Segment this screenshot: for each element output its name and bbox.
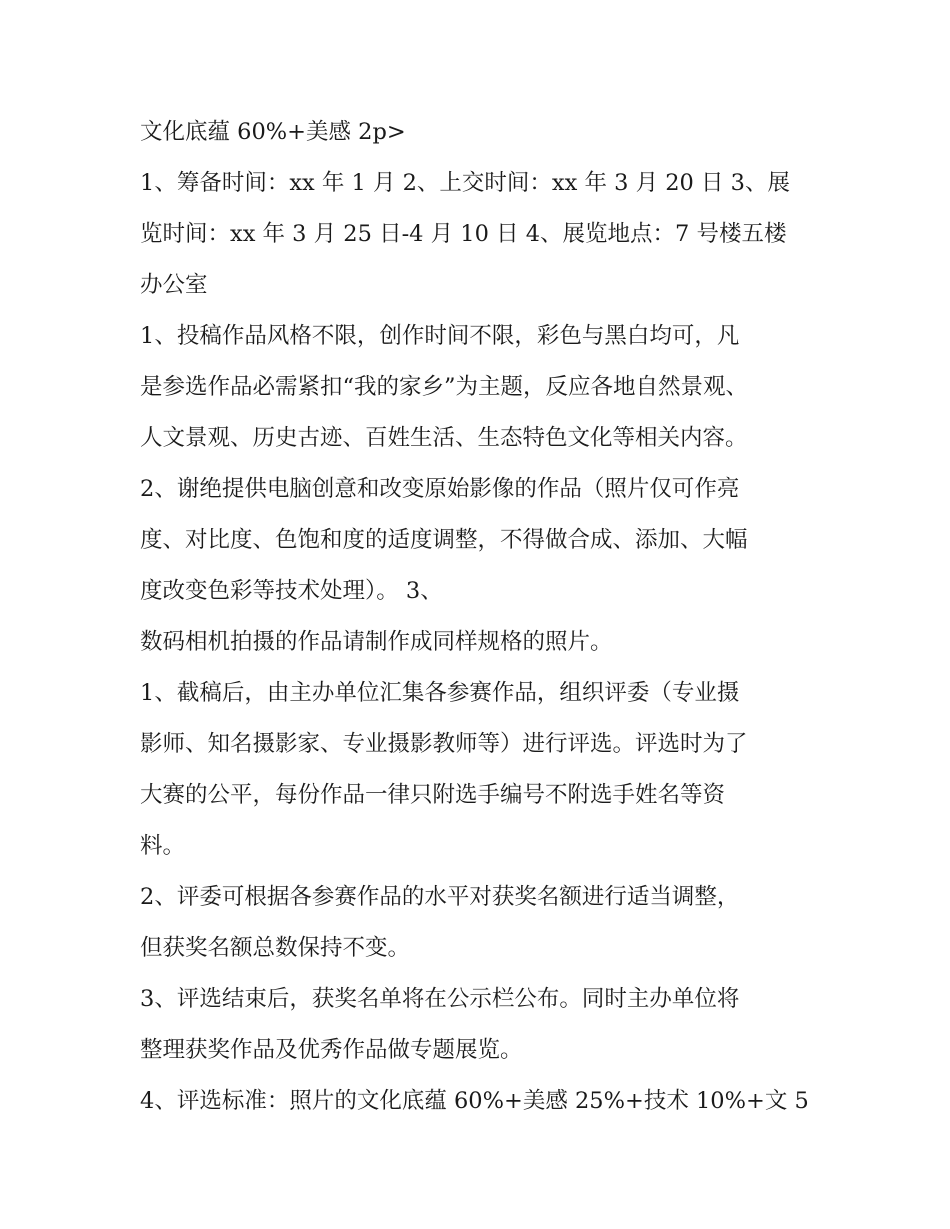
text-line: 度改变色彩等技术处理）。 3、 [140,578,443,604]
text-line: 1、投稿作品风格不限，创作时间不限，彩色与黑白均可，凡 [140,323,740,349]
text-line: 2、谢绝提供电脑创意和改变原始影像的作品（照片仅可作亮 [140,476,740,502]
text-line: 整理获奖作品及优秀作品做专题展览。 [140,1037,523,1063]
text-line: 数码相机拍摄的作品请制作成同样规格的照片。 [140,629,613,655]
text-line: 大赛的公平，每份作品一律只附选手编号不附选手姓名等资 [140,782,726,808]
text-line: 办公室 [140,272,208,298]
text-line: 影师、知名摄影家、专业摄影教师等）进行评选。评选时为了 [140,731,748,757]
text-line: 是参选作品必需紧扣“我的家乡”为主题，反应各地自然景观、 [140,374,749,400]
text-line: 料。 [140,833,186,859]
text-line: 度、对比度、色饱和度的适度调整，不得做合成、添加、大幅 [140,527,748,553]
text-line: 1、截稿后，由主办单位汇集各参赛作品，组织评委（专业摄 [140,680,740,706]
text-line: 2、评委可根据各参赛作品的水平对获奖名额进行适当调整， [140,884,740,910]
text-line: 3、评选结束后，获奖名单将在公示栏公布。同时主办单位将 [140,986,740,1012]
text-line: 4、评选标准：照片的文化底蕴 60%+美感 25%+技术 10%+文 5 [140,1088,809,1114]
text-line: 文化底蕴 60%+美感 2p> [140,119,406,145]
document-body [140,107,820,1127]
text-line: 但获奖名额总数保持不变。 [140,935,411,961]
text-line: 1、筹备时间：xx 年 1 月 2、上交时间：xx 年 3 月 20 日 3、展 [140,170,790,196]
text-line: 览时间：xx 年 3 月 25 日-4 月 10 日 4、展览地点：7 号楼五楼 [140,221,787,247]
text-line: 人文景观、历史古迹、百姓生活、生态特色文化等相关内容。 [140,425,748,451]
